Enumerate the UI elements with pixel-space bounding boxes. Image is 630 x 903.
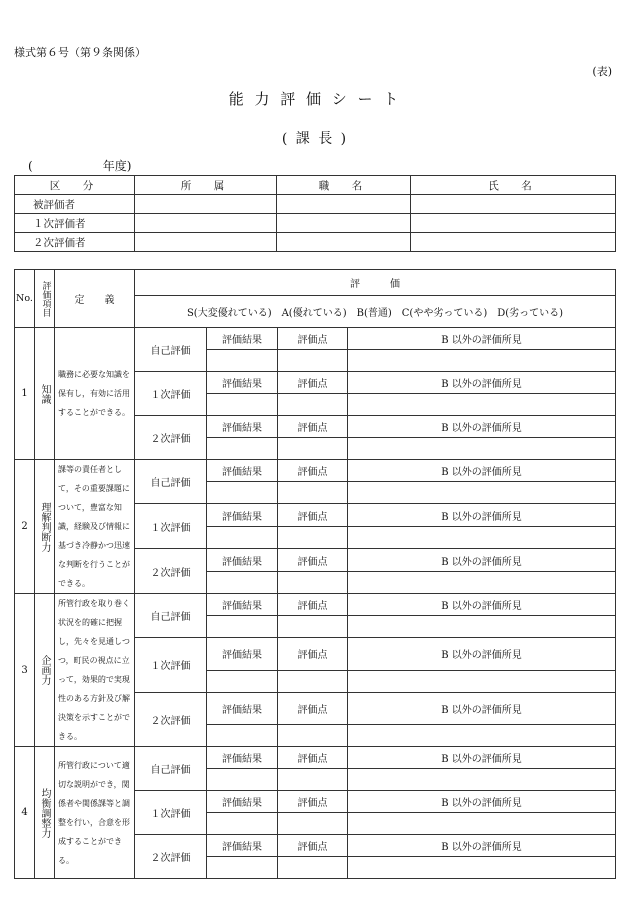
item-number: 1 [15, 328, 35, 460]
score-input-cell[interactable] [278, 350, 348, 372]
remarks-input-cell[interactable] [348, 616, 616, 638]
item-2-self-evaluation-row [15, 460, 616, 482]
remarks-input-cell[interactable] [348, 813, 616, 835]
info-table [14, 175, 616, 252]
item-definition: 所管行政について適切な説明ができ，関係者や関係課等と調整を行い，合意を形成することができる。 [55, 747, 135, 879]
document-title: 能 力 評 価 シ ー ト [228, 90, 402, 108]
info-row-first-evaluator [15, 214, 616, 233]
remarks-header: B 以外の評価所見 [348, 372, 616, 394]
result-header: 評価結果 [207, 594, 278, 616]
remarks-input-cell[interactable] [348, 350, 616, 372]
score-input-cell[interactable] [278, 670, 348, 692]
result-header: 評価結果 [207, 835, 278, 857]
self-evaluation-label: 自己評価 [135, 328, 207, 372]
score-input-cell[interactable] [278, 813, 348, 835]
item-definition: 課等の責任者として，その重要課題について，豊富な知識，経験及び情報に基づき冷静かつ迅速な判断を行うことができる。 [55, 460, 135, 594]
score-input-cell[interactable] [278, 616, 348, 638]
info-header-row [15, 176, 616, 195]
remarks-header: B 以外の評価所見 [348, 791, 616, 813]
result-input-cell[interactable] [207, 813, 278, 835]
result-input-cell[interactable] [207, 482, 278, 504]
result-input-cell[interactable] [207, 572, 278, 594]
item-number: 3 [15, 594, 35, 747]
result-input-cell[interactable] [207, 725, 278, 747]
score-header: 評価点 [278, 460, 348, 482]
remarks-input-cell[interactable] [348, 670, 616, 692]
score-header: 評価点 [278, 594, 348, 616]
remarks-header: B 以外の評価所見 [348, 835, 616, 857]
result-header: 評価結果 [207, 692, 278, 725]
score-header: 評価点 [278, 549, 348, 572]
item-definition: 所管行政を取り巻く状況を的確に把握し，先々を見通しつつ，町民の視点に立って，効果的で実現性のある方針及び解決策を示すことができる。 [55, 594, 135, 747]
affiliation-cell[interactable] [135, 214, 277, 233]
item-4-self-evaluation-row [15, 747, 616, 769]
item-name: 理解判断力 [35, 460, 55, 594]
score-input-cell[interactable] [278, 769, 348, 791]
score-input-cell[interactable] [278, 572, 348, 594]
result-input-cell[interactable] [207, 350, 278, 372]
remarks-header: B 以外の評価所見 [348, 549, 616, 572]
result-input-cell[interactable] [207, 394, 278, 416]
score-input-cell[interactable] [278, 394, 348, 416]
info-header-name: 氏 名 [411, 176, 616, 195]
item-number: 4 [15, 747, 35, 879]
remarks-input-cell[interactable] [348, 438, 616, 460]
second-evaluation-label: ２次評価 [135, 692, 207, 747]
remarks-header: B 以外の評価所見 [348, 638, 616, 671]
remarks-header: B 以外の評価所見 [348, 328, 616, 350]
remarks-header: B 以外の評価所見 [348, 504, 616, 527]
self-evaluation-label: 自己評価 [135, 747, 207, 791]
remarks-header: B 以外の評価所見 [348, 692, 616, 725]
result-header: 評価結果 [207, 549, 278, 572]
affiliation-cell[interactable] [135, 195, 277, 214]
remarks-input-cell[interactable] [348, 482, 616, 504]
item-1-self-evaluation-row [15, 328, 616, 350]
first-evaluation-label: １次評価 [135, 638, 207, 693]
remarks-input-cell[interactable] [348, 725, 616, 747]
info-row-label: 被評価者 [15, 195, 135, 214]
fiscal-year-label: 年度) [102, 159, 132, 173]
result-input-cell[interactable] [207, 857, 278, 879]
score-input-cell[interactable] [278, 725, 348, 747]
remarks-header: B 以外の評価所見 [348, 460, 616, 482]
score-header: 評価点 [278, 416, 348, 438]
form-number: 様式第６号（第９条関係） [14, 46, 146, 59]
result-header: 評価結果 [207, 416, 278, 438]
score-header: 評価点 [278, 835, 348, 857]
score-header: 評価点 [278, 504, 348, 527]
result-input-cell[interactable] [207, 438, 278, 460]
score-header: 評価点 [278, 692, 348, 725]
remarks-input-cell[interactable] [348, 769, 616, 791]
remarks-input-cell[interactable] [348, 394, 616, 416]
info-header-position: 職 名 [277, 176, 411, 195]
second-evaluation-label: ２次評価 [135, 416, 207, 460]
result-input-cell[interactable] [207, 670, 278, 692]
remarks-header: B 以外の評価所見 [348, 416, 616, 438]
first-evaluation-label: １次評価 [135, 791, 207, 835]
position-cell[interactable] [277, 233, 411, 252]
item-name: 知識 [35, 328, 55, 460]
score-header: 評価点 [278, 747, 348, 769]
info-row-label: １次評価者 [15, 214, 135, 233]
second-evaluation-label: ２次評価 [135, 549, 207, 594]
name-cell[interactable] [411, 214, 616, 233]
eval-header-row [15, 270, 616, 296]
score-input-cell[interactable] [278, 857, 348, 879]
remarks-input-cell[interactable] [348, 857, 616, 879]
item-definition: 職務に必要な知識を保有し，有効に活用することができる。 [55, 328, 135, 460]
score-header: 評価点 [278, 638, 348, 671]
item-name: 均衡調整力 [35, 747, 55, 879]
result-input-cell[interactable] [207, 527, 278, 549]
score-header: 評価点 [278, 328, 348, 350]
item-name: 企画力 [35, 594, 55, 747]
score-header: 評価点 [278, 372, 348, 394]
remarks-input-cell[interactable] [348, 527, 616, 549]
result-header: 評価結果 [207, 747, 278, 769]
remarks-header: B 以外の評価所見 [348, 594, 616, 616]
result-header: 評価結果 [207, 791, 278, 813]
result-header: 評価結果 [207, 504, 278, 527]
result-header: 評価結果 [207, 638, 278, 671]
item-3-self-evaluation-row [15, 594, 616, 616]
first-evaluation-label: １次評価 [135, 372, 207, 416]
header-no: No. [15, 270, 35, 328]
info-header-affiliation: 所 属 [135, 176, 277, 195]
info-row-evaluatee [15, 195, 616, 214]
self-evaluation-label: 自己評価 [135, 460, 207, 504]
result-header: 評価結果 [207, 372, 278, 394]
result-header: 評価結果 [207, 328, 278, 350]
score-header: 評価点 [278, 791, 348, 813]
evaluation-table [14, 269, 616, 879]
position-cell[interactable] [277, 214, 411, 233]
result-header: 評価結果 [207, 460, 278, 482]
rating-scale-legend: S(大変優れている) A(優れている) B(普通) C(やや劣っている) D(劣っている) [135, 296, 616, 328]
fiscal-year-field[interactable] [28, 157, 131, 174]
info-header-category: 区 分 [15, 176, 135, 195]
info-row-second-evaluator [15, 233, 616, 252]
score-input-cell[interactable] [278, 438, 348, 460]
info-row-label: ２次評価者 [15, 233, 135, 252]
position-cell[interactable] [277, 195, 411, 214]
header-item: 評価項目 [35, 270, 55, 328]
remarks-header: B 以外の評価所見 [348, 747, 616, 769]
affiliation-cell[interactable] [135, 233, 277, 252]
name-cell[interactable] [411, 233, 616, 252]
result-input-cell[interactable] [207, 616, 278, 638]
remarks-input-cell[interactable] [348, 572, 616, 594]
side-label: (表) [592, 65, 612, 78]
fiscal-year-open: ( [28, 159, 33, 173]
header-definition: 定 義 [55, 270, 135, 328]
result-input-cell[interactable] [207, 769, 278, 791]
self-evaluation-label: 自己評価 [135, 594, 207, 638]
header-evaluation: 評 価 [135, 270, 616, 296]
item-number: 2 [15, 460, 35, 594]
score-input-cell[interactable] [278, 527, 348, 549]
score-input-cell[interactable] [278, 482, 348, 504]
second-evaluation-label: ２次評価 [135, 835, 207, 879]
first-evaluation-label: １次評価 [135, 504, 207, 549]
name-cell[interactable] [411, 195, 616, 214]
document-subtitle: ( 課 長 ) [281, 131, 349, 147]
